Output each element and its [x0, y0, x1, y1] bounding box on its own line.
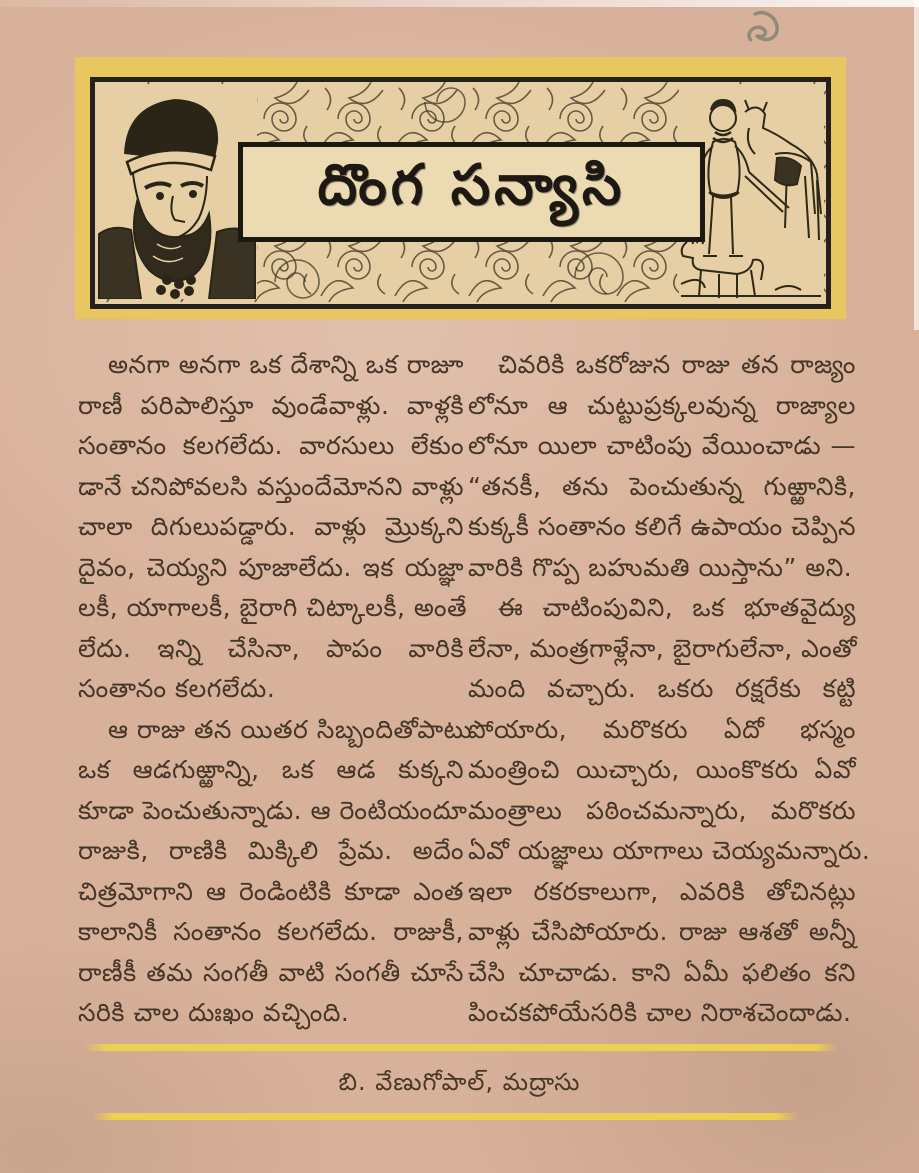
text-line: రాజుకి, రాణికి మిక్కిలి ప్రేమ. అదేం	[78, 836, 464, 865]
text-line: లేనా, మంత్రగాళ్లేనా, బైరాగులేనా, ఎంతో	[468, 633, 858, 663]
text-line: లోనూ యిలా చాటింపు వేయించాడు —	[468, 431, 856, 460]
text-line: చిత్రమోగాని ఆ రెండింటికి కూడా ఎంత	[78, 876, 464, 906]
text-line: ఇలా రకరకాలుగా, ఎవరికి తోచినట్లు	[468, 876, 856, 906]
text-line: డానే చనిపోవలసి వస్తుందేమోనని వాళ్లు	[78, 471, 464, 501]
text-column-right	[468, 345, 871, 1034]
text-line: ఏవో యజ్ఞాలు యాగాలు చెయ్యమన్నారు.	[468, 836, 871, 865]
text-line: కాలానికీ సంతానం కలగలేదు. రాజుకీ,	[78, 917, 464, 946]
text-line: మంత్రాలు పఠించమన్నారు, మరొకరు	[468, 795, 856, 825]
divider-line-bottom	[92, 1113, 798, 1120]
text-line: లకీ, యాగాలకీ, బైరాగి చిట్కాలకీ, అంతే	[78, 593, 468, 622]
text-line: సంతానం కలగలేదు.	[78, 674, 276, 703]
text-column-left	[78, 345, 473, 1034]
text-line: వాళ్లు చేసిపోయారు. రాజు ఆశతో అన్నీ	[468, 917, 856, 946]
text-line: ఆ రాజు తన యితర సిబ్బందితోపాటు	[108, 714, 473, 744]
text-line: ఒక ఆడగుఱ్ఱాన్ని, ఒక ఆడ కుక్కని	[78, 755, 464, 784]
bearded-man-illustration	[97, 84, 257, 299]
text-line: “తనకీ, తను పెంచుతున్న గుఱ్ఱానికి,	[468, 471, 856, 501]
text-line: సరికి చాల దుఃఖం వచ్చింది.	[78, 998, 350, 1027]
title-box	[238, 142, 705, 242]
text-line: అనగా అనగా ఒక దేశాన్ని ఒక రాజూ	[108, 350, 464, 379]
text-line: లోనూ ఆ చుట్టుప్రక్కలవున్న రాజ్యాల	[468, 390, 856, 420]
text-line: రాణీ పరిపాలిస్తూ వుండేవాళ్లు. వాళ్లకి	[78, 390, 464, 420]
page-title: దొంగ సన్యాసి	[317, 152, 626, 218]
byline: బి. వేణుగోపాల్, మద్రాసు	[338, 1068, 581, 1096]
text-line: మంత్రించి యిచ్చారు, యింకొకరు ఏవో	[468, 755, 856, 784]
engraving-frame	[90, 77, 831, 309]
text-line: ఈ చాటింపువిని, ఒక భూతవైద్యు	[498, 593, 856, 622]
divider-line-top	[84, 1044, 838, 1051]
text-line: కూడా పెంచుతున్నాడు. ఆ రెంటియందూ	[78, 795, 468, 825]
text-line: పించకపోయేసరికి చాల నిరాశచెందాడు.	[468, 998, 852, 1027]
text-line: రాణీకీ తమ సంగతీ వాటి సంగతీ చూసే	[78, 957, 464, 987]
text-line: దైవం, చెయ్యని పూజాలేదు. ఇక యజ్ఞా	[78, 552, 464, 582]
handwritten-pencil-mark-icon	[739, 1, 798, 60]
text-line: చాలా దిగులుపడ్డారు. వాళ్లు మ్రొక్కని	[78, 512, 464, 541]
text-line: చేసి చూచాడు. కాని ఏమీ ఫలితం కని	[468, 957, 856, 987]
text-line: చివరికి ఒకరోజున రాజు తన రాజ్యం	[498, 350, 856, 379]
text-line: కుక్కకీ సంతానం కలిగే ఉపాయం చెప్పిన	[468, 512, 857, 541]
text-line: పోయారు, మరొకరు ఏదో భస్మం	[468, 714, 856, 744]
text-line: లేదు. ఇన్ని చేసినా, పాపం వారికి	[78, 633, 464, 663]
header-illustration-band	[75, 57, 846, 319]
text-line: సంతానం కలగలేదు. వారసులు లేకుం	[78, 431, 464, 460]
scan-edge-right	[914, 0, 919, 330]
text-line: మంది వచ్చారు. ఒకరు రక్షరేకు కట్టి	[468, 674, 856, 703]
text-line: వారికి గొప్ప బహుమతి యిస్తాను” అని.	[468, 552, 853, 582]
